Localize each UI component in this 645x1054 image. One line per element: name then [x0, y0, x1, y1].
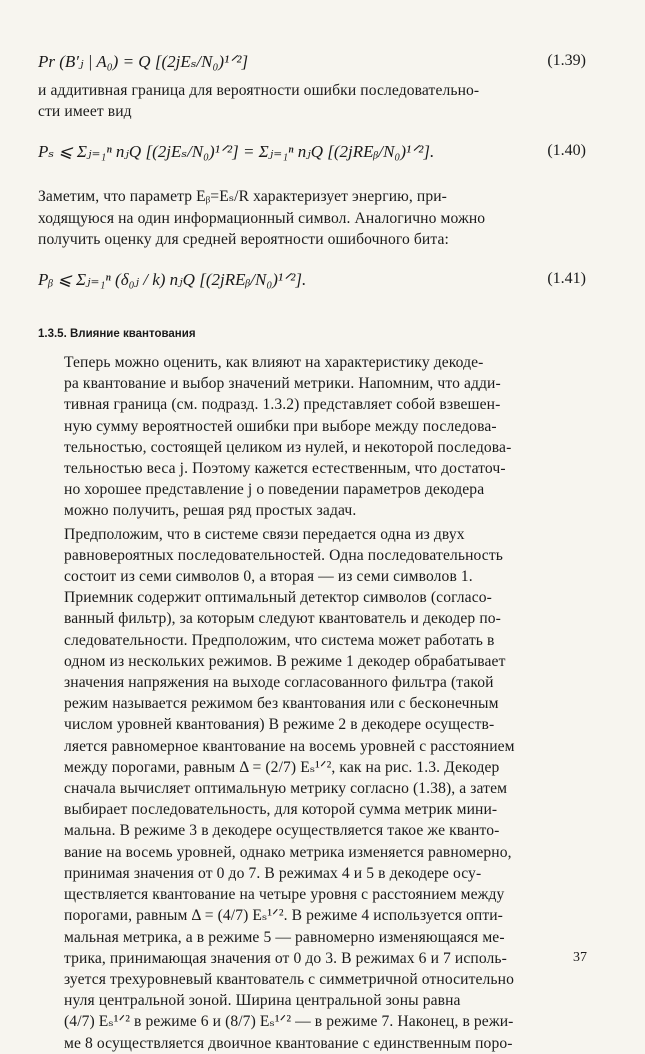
text-line: тельностью веса j. Поэтому кажется естественным, что достаточ- — [64, 460, 506, 478]
text-line: сти имеет вид — [38, 103, 132, 121]
text-line: мальна. В режиме 3 в декодере осуществляется такое же кванто- — [64, 822, 500, 840]
text-line: одном из нескольких режимов. В режиме 1 декодер обрабатывает — [64, 652, 506, 670]
text-line: трика, принимающая значения от 0 до 3. В режимах 6 и 7 исполь- — [64, 949, 507, 967]
text-line: получить оценку для средней вероятности ошибочного бита: — [38, 230, 449, 248]
text-line: сначала вычисляет оптимальную метрику согласно (1.38), а затем — [64, 780, 508, 798]
section-heading: 1.3.5. Влияние квантования — [38, 328, 196, 341]
text-line: следовательности. Предположим, что система может работать в — [64, 631, 495, 649]
text-line: между порогами, равным Δ = (2/7) Eₛ¹ᐟ², как на рис. 1.3. Декодер — [64, 758, 500, 776]
text-line: значения напряжения на выходе согласованного фильтра (такой — [64, 674, 494, 692]
equation-number: (1.41) — [547, 270, 586, 288]
text-line: состоит из семи символов 0, а вторая — из семи символов 1. — [64, 568, 473, 586]
paragraph-2 — [38, 524, 586, 1054]
equation-expression: Pr (B′ⱼ | A₀) = Q [(2jEₛ/N₀)¹ᐟ²] — [38, 52, 249, 71]
text-line: Теперь можно оценить, как влияют на характеристику декоде- — [64, 354, 484, 372]
equation-expression: Pₛ ⩽ Σⱼ₌₁ⁿ nⱼQ [(2jEₛ/N₀)¹ᐟ²] = Σⱼ₌₁ⁿ nⱼQ [(2jREᵦ/N₀)¹ᐟ²]. — [38, 142, 435, 162]
text-line: вание на восемь уровней, однако метрика изменяется равномерно, — [64, 843, 512, 861]
text-line: выбирает последовательность, для которой сумма метрик мини- — [64, 801, 498, 819]
text-line: тельностью, состоящей целиком из нулей, и некоторой последова- — [64, 438, 512, 456]
text-line: ра квантование и выбор значений метрики. Напомним, что адди- — [64, 375, 501, 393]
paragraph-intro — [38, 80, 586, 122]
text-line: режим называется режимом без квантования или с бесконечным — [64, 695, 499, 713]
text-line: и аддитивная граница для вероятности ошибки последовательно- — [38, 82, 480, 99]
text-line: порогами, равным Δ = (4/7) Eₛ¹ᐟ². В режиме 4 используется опти- — [64, 907, 503, 925]
equation-number: (1.40) — [547, 142, 586, 160]
text-line: числом уровней квантования) В режиме 2 в декодере осуществ- — [64, 716, 495, 734]
text-line: ществляется квантование на четыре уровня с расстоянием между — [64, 886, 505, 904]
text-line: зуется трехуровневый квантователь с симметричной относительно — [64, 970, 514, 988]
text-line: тивная граница (см. подразд. 1.3.2) представляет собой взвешен- — [64, 396, 501, 414]
text-line: принимая значения от 0 до 7. В режимах 4 и 5 в декодере осу- — [64, 864, 482, 882]
equation-expression: Pᵦ ⩽ Σⱼ₌₁ⁿ (δ₀ⱼ / k) nⱼQ [(2jREᵦ/N₀)¹ᐟ²]. — [38, 270, 307, 290]
equation-number: (1.39) — [547, 52, 586, 69]
equation-1-41 — [38, 250, 586, 314]
text-line: (4/7) Eₛ¹ᐟ² в режиме 6 и (8/7) Eₛ¹ᐟ² — в режиме 7. Наконец, в режи- — [64, 1013, 514, 1031]
page-number: 37 — [573, 950, 587, 965]
equation-1-39 — [38, 46, 586, 80]
text-line: но хорошее представление j о поведении параметров декодера — [64, 481, 485, 499]
equation-1-40 — [38, 122, 586, 186]
text-line: Предположим, что в системе связи передается одна из двух — [64, 525, 465, 543]
paragraph-eb — [38, 186, 586, 250]
text-line: ляется равномерное квантование на восемь уровней с расстоянием — [64, 737, 515, 755]
text-line: мальная метрика, а в режиме 5 — равномерно изменяющаяся ме- — [64, 928, 505, 946]
paragraph-1 — [38, 352, 586, 522]
text-line: ванный фильтр), за которым следуют квантователь и декодер по- — [64, 610, 501, 628]
text-line: можно получить, решая ряд простых задач. — [64, 502, 357, 520]
text-line: ме 8 осуществляется двоичное квантование с единственным поро- — [64, 1034, 513, 1052]
text-line: нуля центральной зоной. Ширина центральной зоны равна — [64, 992, 461, 1010]
page-content — [38, 46, 586, 1054]
text-line: ную сумму вероятностей ошибки при выборе между последова- — [64, 417, 497, 435]
text-line: Приемник содержит оптимальный детектор символов (согласо- — [64, 589, 492, 607]
text-line: ходящуюся на один информационный символ. Аналогично можно — [38, 209, 486, 227]
text-line: Заметим, что параметр Eᵦ=Eₛ/R характеризует энергию, при- — [38, 188, 447, 206]
text-line: равновероятных последовательностей. Одна последовательность — [64, 546, 503, 564]
